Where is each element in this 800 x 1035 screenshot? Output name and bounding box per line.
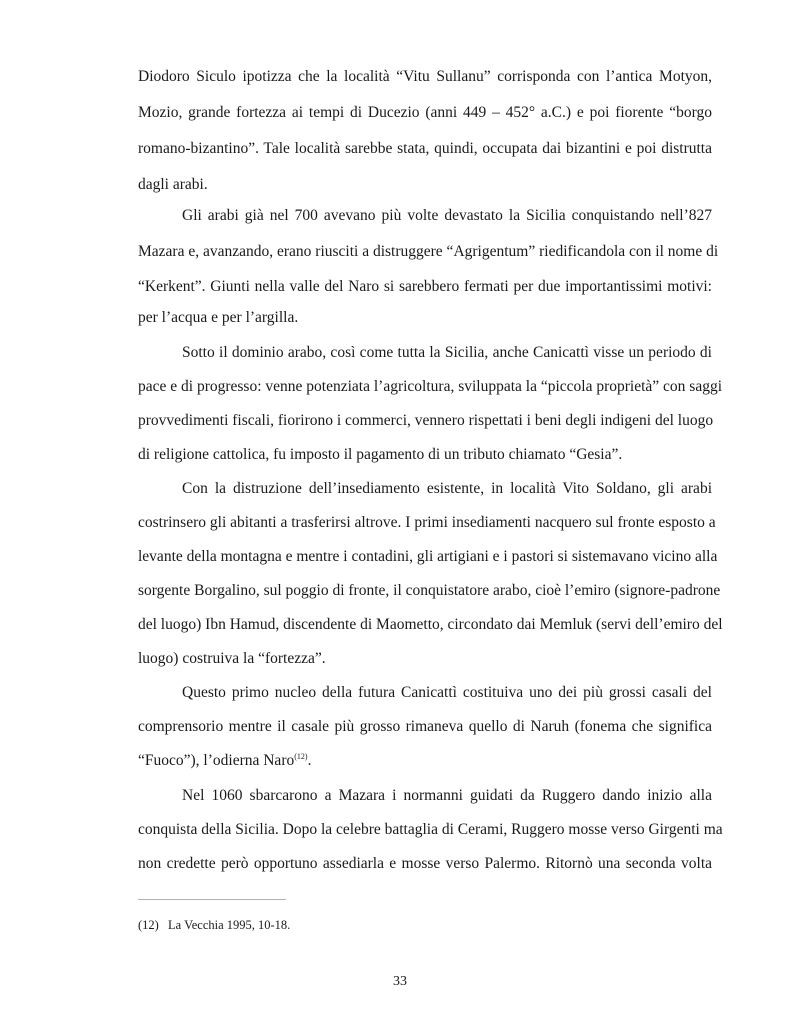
p3-line-1: Sotto il dominio arabo, così come tutta la Sicilia, anche Canicattì visse un periodo di (182, 344, 712, 361)
p4-line-3: levante della montagna e mentre i contadini, gli artigiani e i pastori si sistemavano vicino alla (138, 548, 718, 565)
p3-line-3: provvedimenti fiscali, fiorirono i commerci, vennero rispettati i beni degli indigeni del luogo (138, 412, 714, 429)
p2-line-1: Gli arabi già nel 700 avevano più volte devastato la Sicilia conquistando nell’827 (182, 207, 712, 224)
p5-line-1: Questo primo nucleo della futura Canicattì costituiva uno dei più grossi casali del (182, 684, 712, 701)
footnote-separator (138, 899, 286, 900)
p4-line-6: luogo) costruiva la “fortezza”. (138, 650, 326, 667)
p5-line-3-end: . (307, 752, 312, 769)
p4-line-1: Con la distruzione dell’insediamento esistente, in località Vito Soldano, gli arabi (182, 480, 712, 497)
footnote-text: La Vecchia 1995, 10-18. (168, 918, 291, 932)
p5-line-3 (138, 751, 712, 771)
p5-line-2: comprensorio mentre il casale più grosso rimaneva quello di Naruh (fonema che significa (138, 718, 712, 735)
p1-line-3: romano-bizantino”. Tale località sarebbe stata, quindi, occupata dai bizantini e poi distrutta (138, 140, 712, 157)
p2-line-4: per l’acqua e per l’argilla. (138, 309, 299, 326)
p2-line-2: Mazara e, avanzando, erano riusciti a distruggere “Agrigentum” riedificandola con il nome di (138, 243, 719, 260)
page-number: 33 (393, 974, 407, 989)
p2-line-3: “Kerkent”. Giunti nella valle del Naro si sarebbero fermati per due importantissimi motivi: (138, 278, 712, 295)
footnote-reference: (12) (294, 752, 308, 761)
p4-line-2: costrinsero gli abitanti a trasferirsi altrove. I primi insediamenti nacquero sul fronte esposto a (138, 514, 716, 531)
p3-line-2: pace e di progresso: venne potenziata l’agricoltura, sviluppata la “piccola proprietà” con saggi (138, 378, 723, 395)
footnote (138, 917, 438, 933)
p5-line-3-text: “Fuoco”), l’odierna Naro (138, 752, 295, 769)
p1-line-2: Mozio, grande fortezza ai tempi di Ducezio (anni 449 – 452° a.C.) e poi fiorente “borgo (138, 104, 712, 121)
p6-line-1: Nel 1060 sbarcarono a Mazara i normanni guidati da Ruggero dando inizio alla (182, 787, 712, 804)
p1-line-1: Diodoro Siculo ipotizza che la località “Vitu Sullanu” corrisponda con l’antica Motyon, (138, 68, 712, 85)
footnote-number: (12) (138, 918, 159, 932)
p4-line-4: sorgente Borgalino, sul poggio di fronte, il conquistatore arabo, cioè l’emiro (signore-padrone (138, 582, 721, 599)
p4-line-5: del luogo) Ibn Hamud, discendente di Maometto, circondato dai Memluk (servi dell’emiro del (138, 616, 723, 633)
p6-line-2: conquista della Sicilia. Dopo la celebre battaglia di Cerami, Ruggero mosse verso Girgenti ma (138, 821, 723, 838)
p6-line-3: non credette però opportuno assediarla e mosse verso Palermo. Ritornò una seconda volta (138, 855, 712, 872)
p3-line-4: di religione cattolica, fu imposto il pagamento di un tributo chiamato “Gesia”. (138, 446, 623, 463)
p1-line-4: dagli arabi. (138, 176, 208, 193)
